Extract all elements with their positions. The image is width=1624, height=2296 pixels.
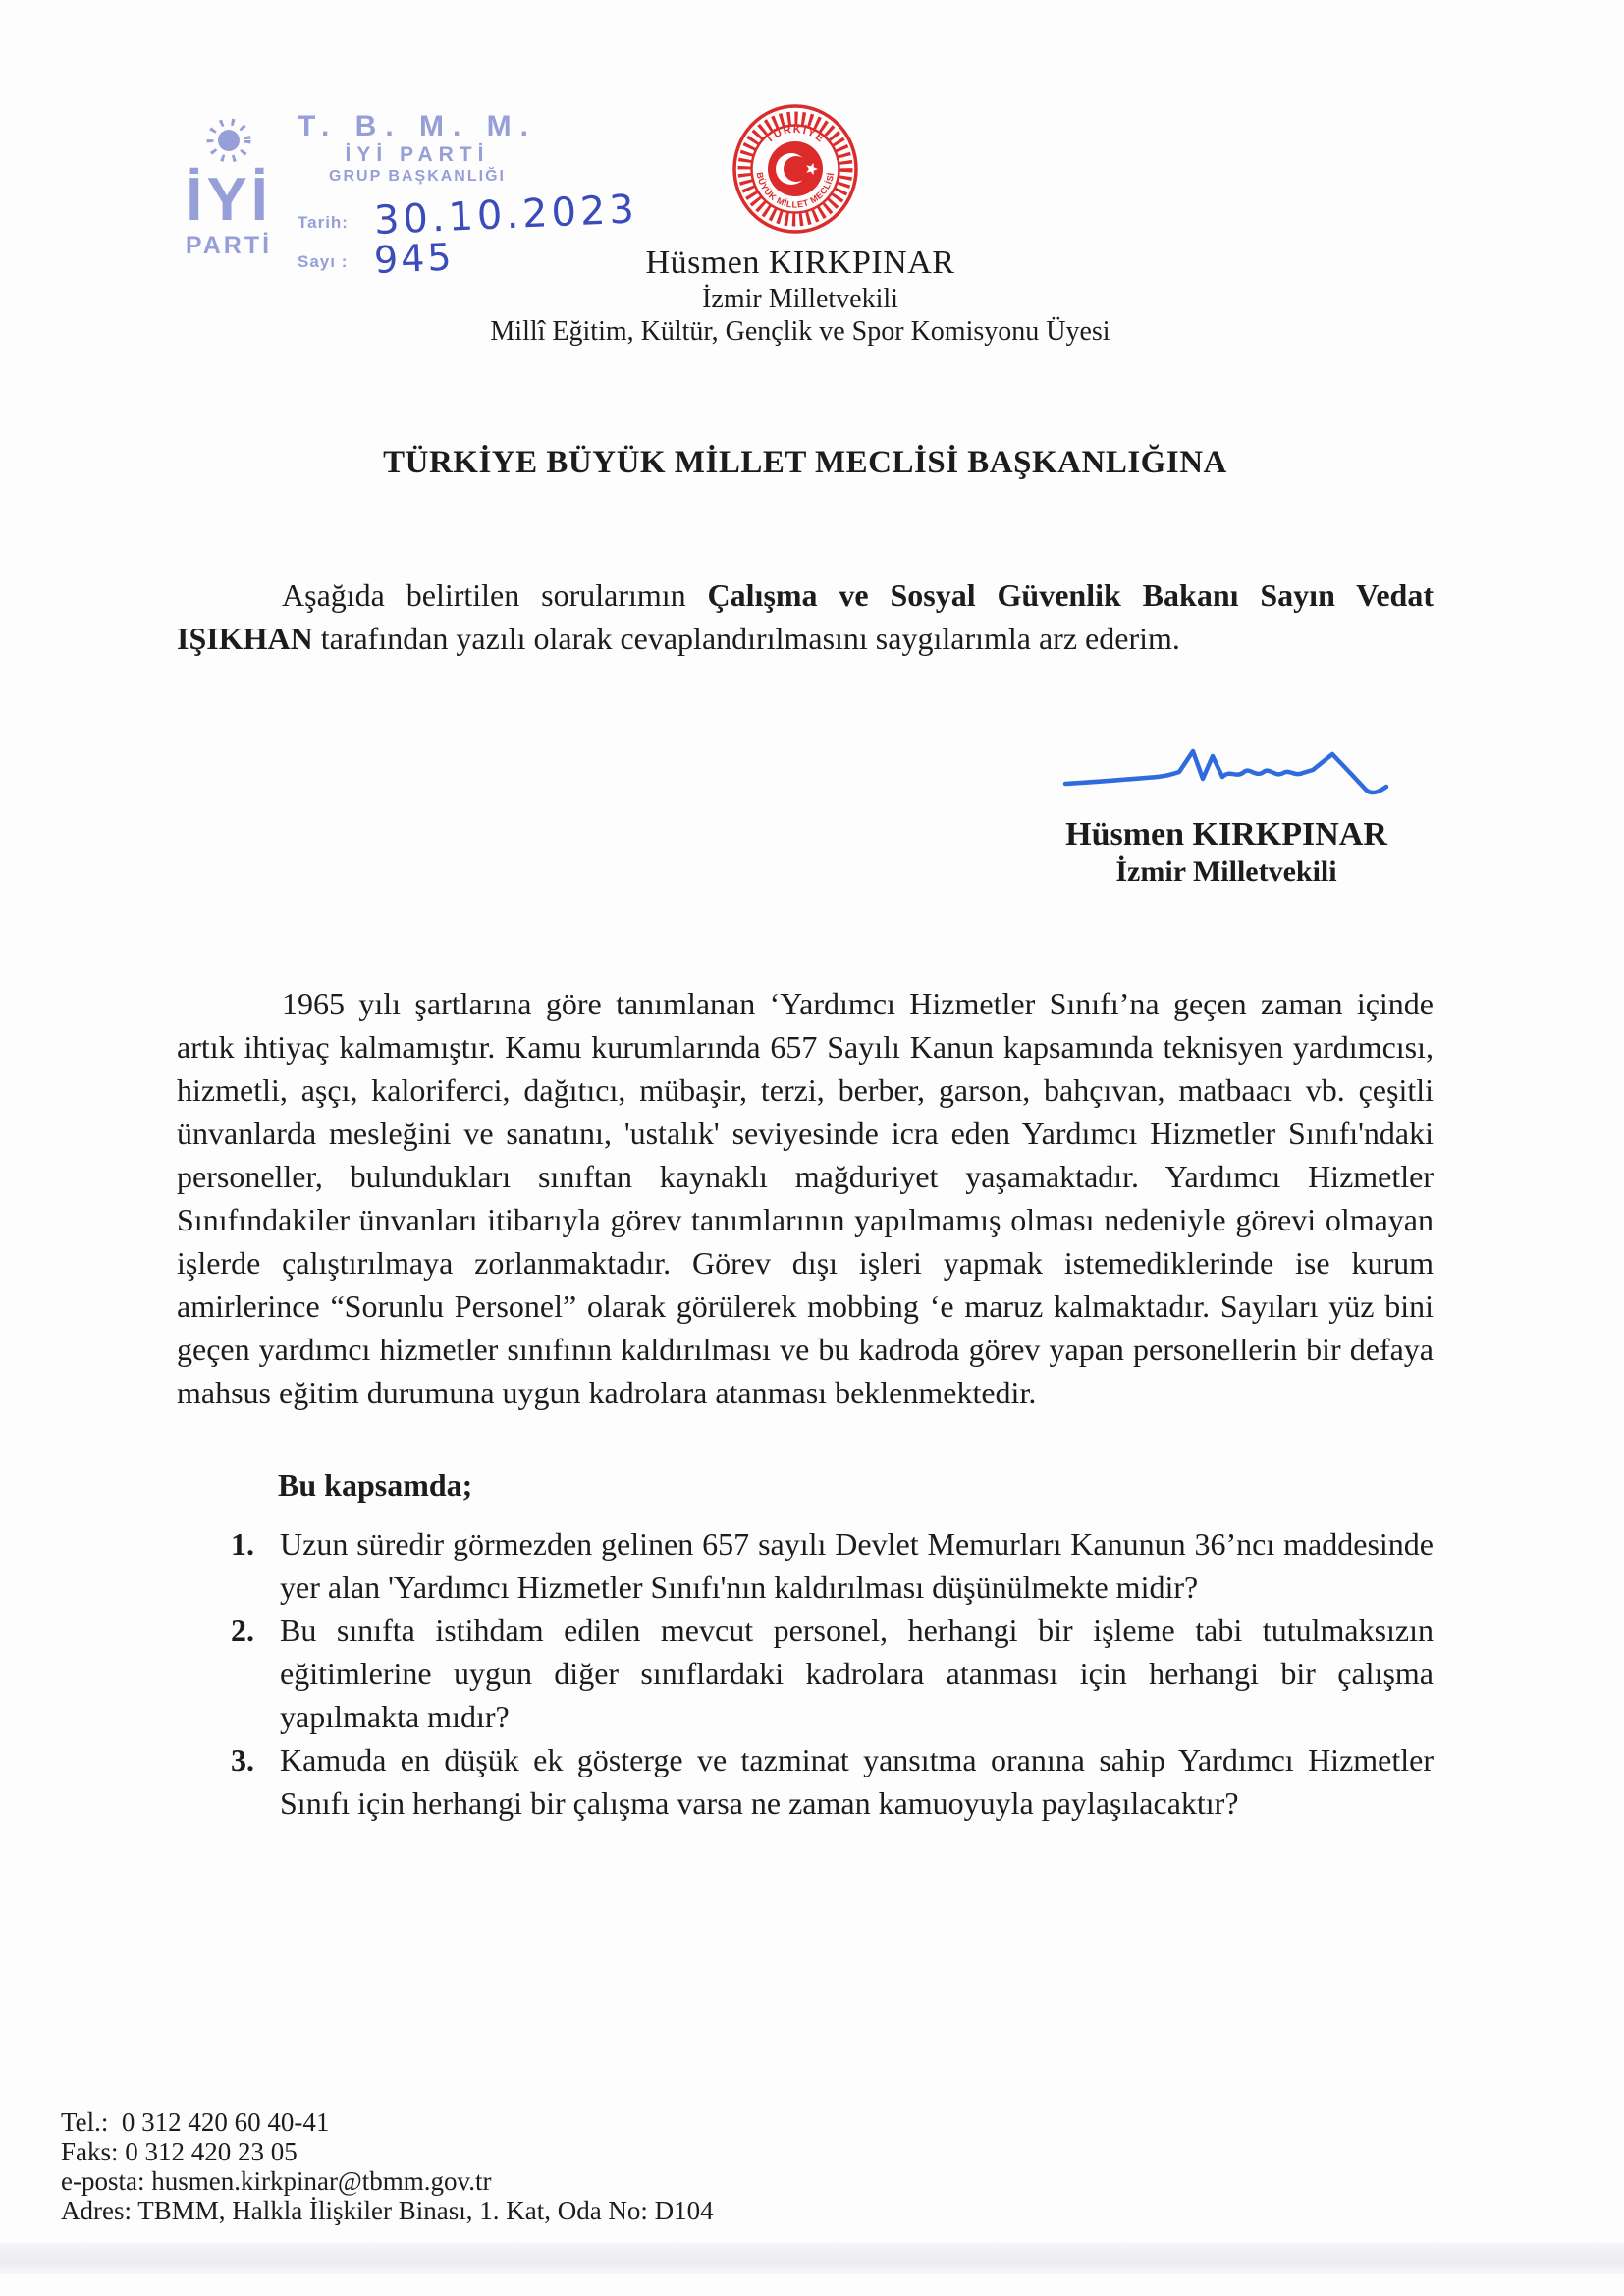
footer-eposta: e-posta: husmen.kirkpinar@tbmm.gov.tr <box>61 2166 492 2196</box>
sun-icon <box>202 114 255 167</box>
date-row <box>298 187 639 244</box>
stamp-party-line: İYİ PARTİ <box>345 143 490 166</box>
signature-name: Hüsmen KIRKPINAR <box>1065 816 1387 852</box>
contact-footer <box>61 2107 714 2225</box>
handwritten-signature-icon <box>1059 744 1393 801</box>
number-label: Sayı : <box>298 252 349 271</box>
tbmm-seal-icon <box>731 104 859 234</box>
letterhead <box>457 244 1144 348</box>
seal-arc-top-text: TÜRKİYE <box>763 123 828 146</box>
stamp-tbmm-line: T. B. M. M. <box>298 110 537 142</box>
handwritten-number: 945 <box>373 235 456 282</box>
addressee-title: TÜRKİYE BÜYÜK MİLLET MECLİSİ BAŞKANLIĞINA <box>383 445 1227 480</box>
question-item-2: Bu sınıfta istihdam edilen mevcut personel, herhangi bir işleme tabi tutulmaksızın eğitimlerine uygun diğer sınıflardaki kadrolara atanması için herhangi bir çalışma yapılmakta mıdır? <box>280 1613 1434 1734</box>
scan-edge-artifact <box>0 2243 1624 2274</box>
question-item-3: Kamuda en düşük ek gösterge ve tazminat yansıtma oranına sahip Yardımcı Hizmetler Sınıfı için herhangi bir çalışma varsa ne zaman kamuoyuyla paylaşılacaktır? <box>280 1742 1434 1821</box>
seal-arc-bottom-text: BÜYÜK MİLLET MECLİSİ <box>754 171 837 210</box>
question-item-1: Uzun süredir görmezden gelinen 657 sayılı Devlet Memurları Kanunun 36’ncı maddesinde yer alan 'Yardımcı Hizmetler Sınıfı'nın kaldırılması düşünülmekte midir? <box>280 1526 1434 1605</box>
intro-text-pre: Aşağıda belirtilen sorularımın <box>282 577 708 613</box>
handwritten-date: 30.10.2023 <box>372 187 639 244</box>
iyi-party-logo-stamp <box>175 114 283 259</box>
date-label: Tarih: <box>298 213 349 232</box>
footer-faks: Faks: 0 312 420 23 05 <box>61 2137 298 2166</box>
letterhead-mp-title: İzmir Milletvekili <box>702 284 898 314</box>
letterhead-mp-name: Hüsmen KIRKPINAR <box>645 245 955 281</box>
group-chairmanship-stamp <box>295 110 540 187</box>
party-logo-subtext: PARTİ <box>185 232 273 259</box>
intro-text-bold: Çalışma ve Sosyal Güvenlik Bakanı Sayın Vedat IŞIKHAN <box>177 577 1434 656</box>
signature-title: İzmir Milletvekili <box>1115 855 1337 888</box>
stamp-office-line: GRUP BAŞKANLIĞI <box>329 168 506 185</box>
tbmm-seal <box>731 104 859 239</box>
intro-paragraph <box>177 574 1434 660</box>
letterhead-committee: Millî Eğitim, Kültür, Gençlik ve Spor Komisyonu Üyesi <box>490 316 1110 347</box>
party-logo-text: İYİ <box>186 166 272 234</box>
footer-adres: Adres: TBMM, Halkla İlişkiler Binası, 1. Kat, Oda No: D104 <box>61 2196 714 2225</box>
section-heading: Bu kapsamda; <box>278 1467 473 1503</box>
intro-text-post: tarafından yazılı olarak cevaplandırılmasını saygılarımla arz ederim. <box>312 621 1180 656</box>
footer-tel: Tel.: 0 312 420 60 40-41 <box>61 2107 330 2137</box>
question-list <box>177 1522 1434 1825</box>
main-paragraph: 1965 yılı şartlarına göre tanımlanan ‘Yardımcı Hizmetler Sınıfı’na geçen zaman içinde artık ihtiyaç kalmamıştır. Kamu kurumlarında 657 Sayılı Kanun kapsamında teknisyen yardımcısı, hizmetli, aşçı, kaloriferci, dağıtıcı, mübaşir, terzi, berber, garson, bahçıvan, matbaacı vb. çeşitli ünvanlarda mesleğini ve sanatını, 'ustalık' seviyesinde icra eden Yardımcı Hizmetler Sınıfı'ndaki personeller, bulundukları sınıftan kaynaklı mağduriyet yaşamaktadır. Yardımcı Hizmetler Sınıfındakiler ünvanları itibarıyla görev tanımlarının yapılmamış olması nedeniyle görevi olmayan işlerde çalıştırılmaya zorlanmaktadır. Görev dışı işleri yapmak istemediklerinde ise kurum amirlerince “Sorunlu Personel” olarak görülerek mobbing ‘e maruz kalmaktadır. Sayıları yüz bini geçen yardımcı hizmetler sınıfının kaldırılması ve bu kadroda görev yapan personellerin bir defaya mahsus eğitim durumuna uygun kadrolara atanması beklenmektedir. <box>177 986 1434 1410</box>
letter-body <box>177 442 1434 1825</box>
signature-block <box>1045 744 1408 890</box>
